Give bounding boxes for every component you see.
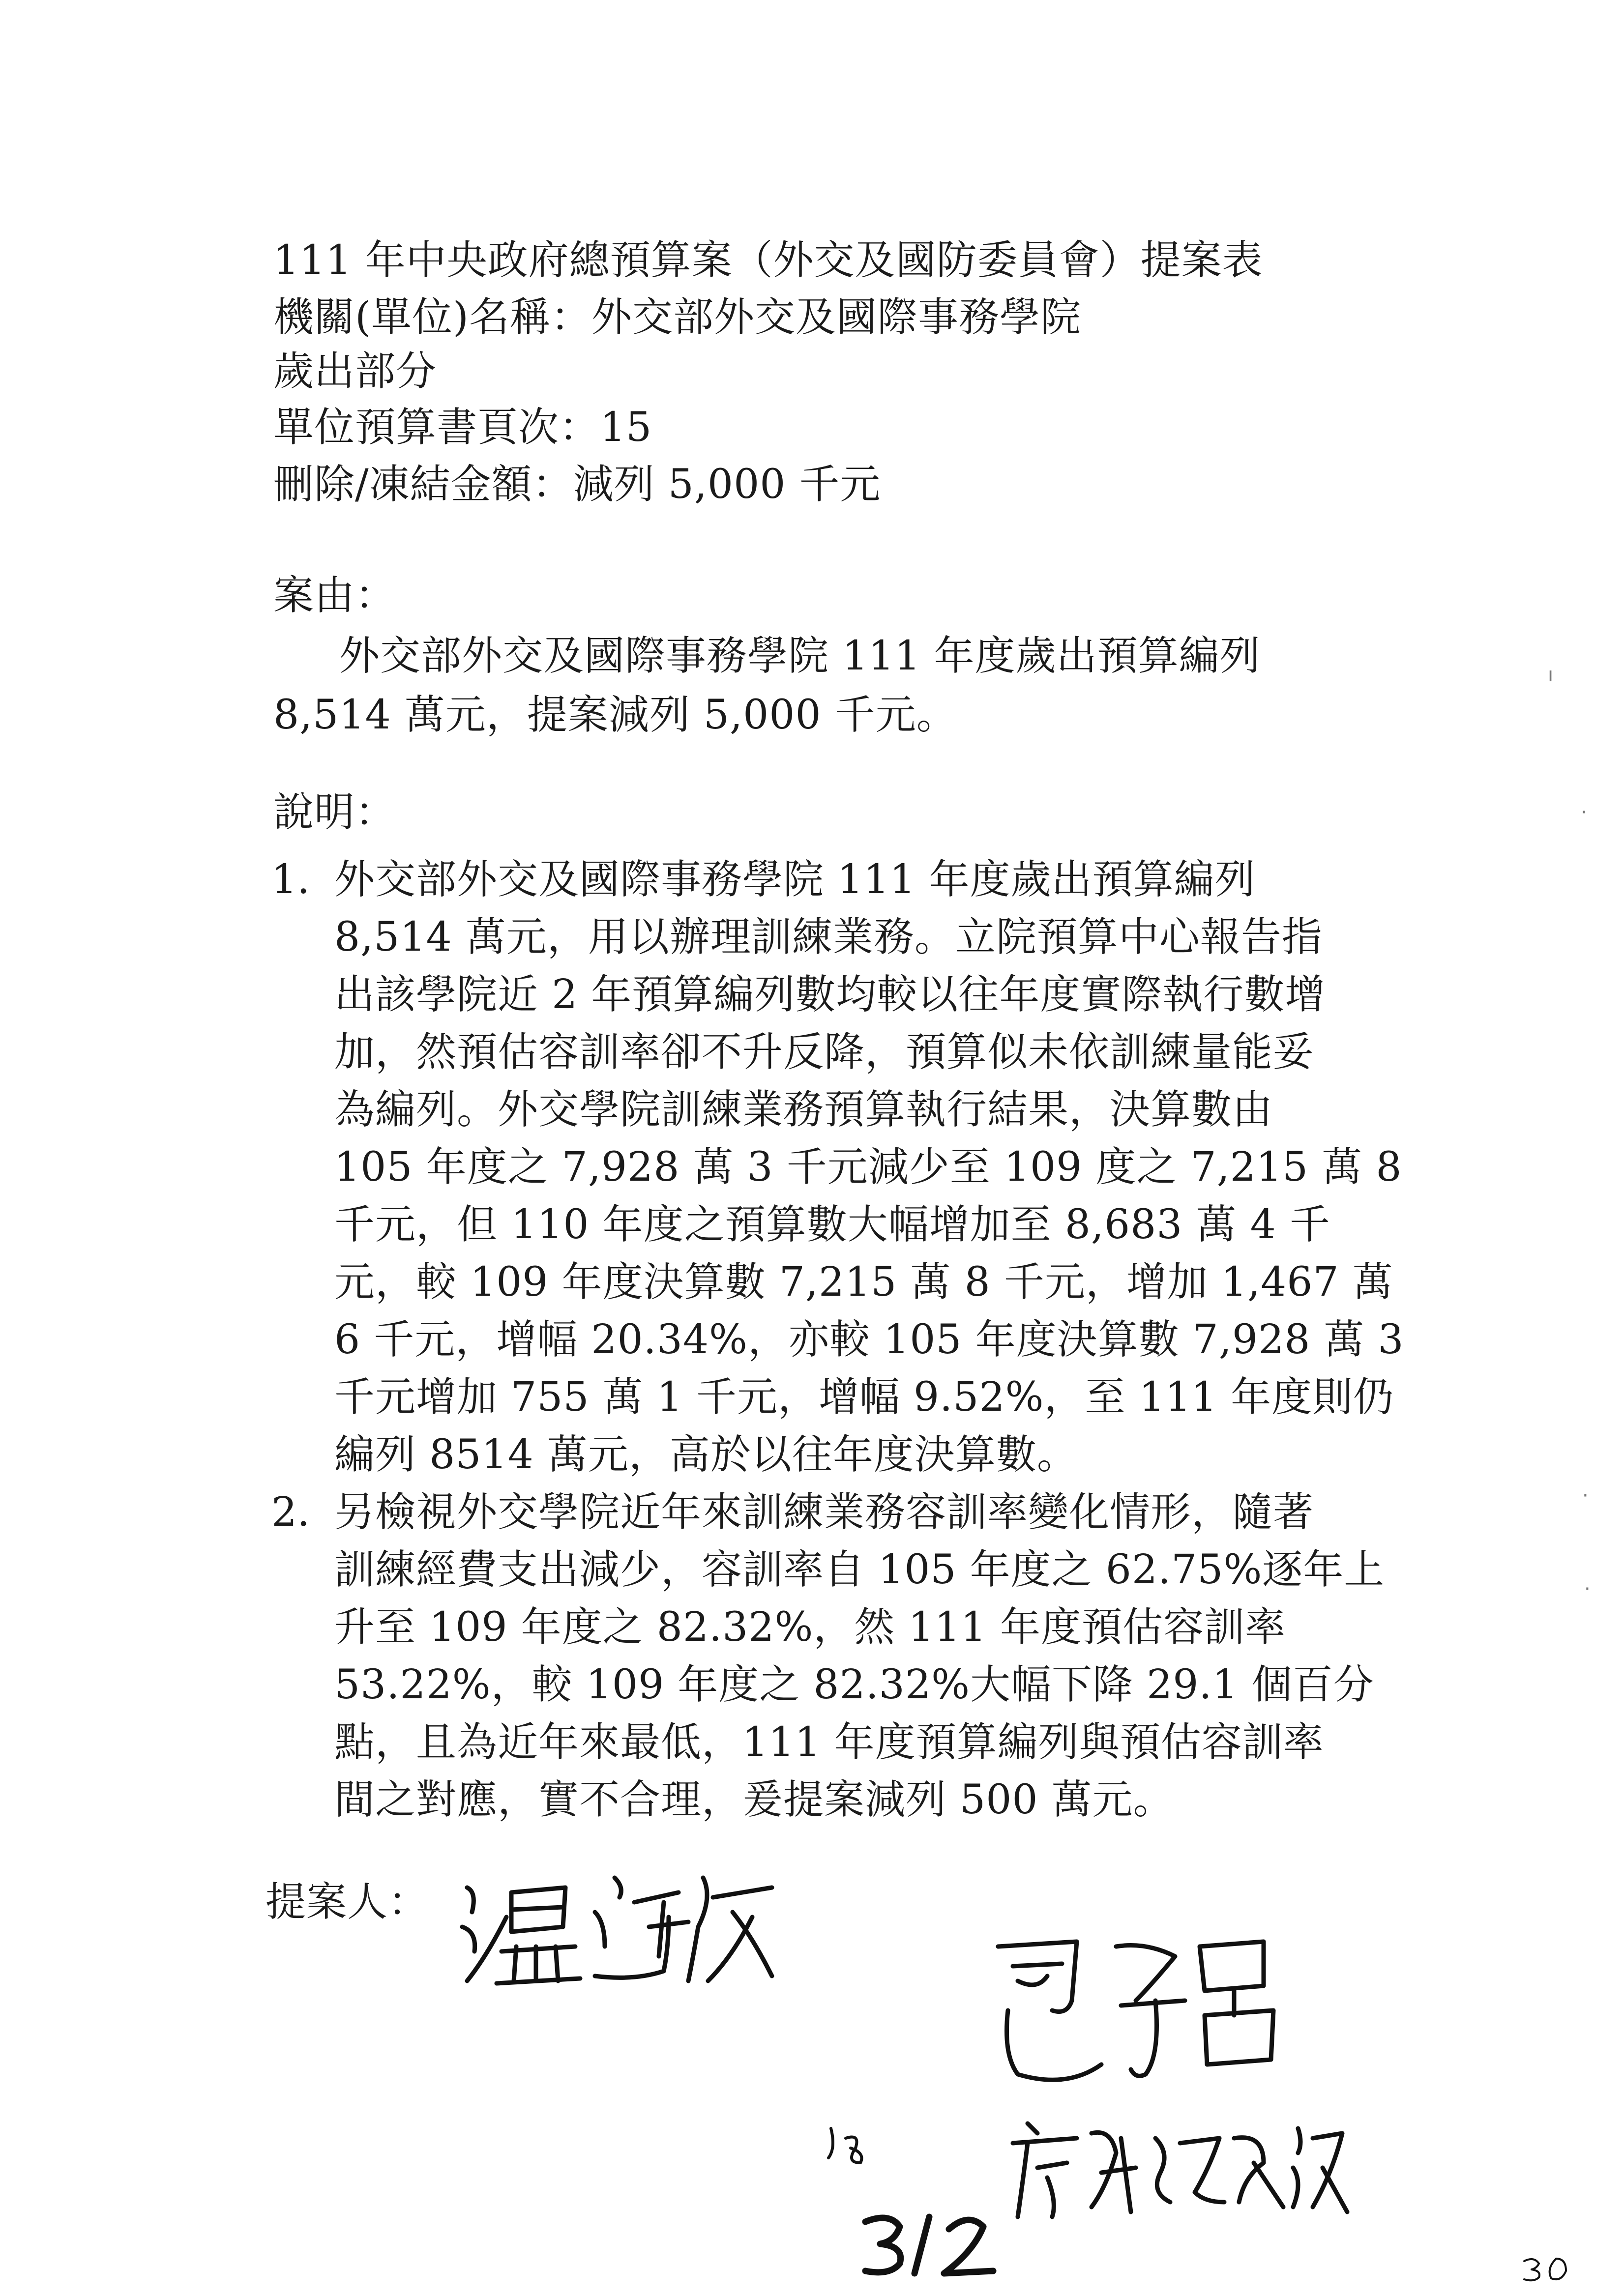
list-item-line: 加，然預估容訓率卻不升反降，預算似未依訓練量能妥 bbox=[334, 1029, 1314, 1075]
list-item-line: 另檢視外交學院近年來訓練業務容訓率變化情形，隨著 bbox=[334, 1489, 1314, 1536]
budget-page-ref: 單位預算書頁次：15 bbox=[273, 404, 652, 451]
list-item-line: 編列 8514 萬元，高於以往年度決算數。 bbox=[334, 1431, 1078, 1478]
list-item-number: 1. bbox=[271, 856, 310, 903]
list-item-line: 升至 109 年度之 82.32%，然 111 年度預估容訓率 bbox=[334, 1604, 1286, 1651]
list-item-line: 外交部外交及國際事務學院 111 年度歲出預算編列 bbox=[334, 856, 1256, 903]
list-item-line: 千元增加 755 萬 1 千元，增幅 9.52%，至 111 年度則仍 bbox=[334, 1374, 1394, 1421]
scan-speck: ı bbox=[1548, 664, 1554, 686]
document-title: 111 年中央政府總預算案（外交及國防委員會）提案表 bbox=[273, 237, 1263, 284]
list-item-line: 點，且為近年來最低，111 年度預算編列與預估容訓率 bbox=[334, 1719, 1324, 1766]
agency-name: 機關(單位)名稱：外交部外交及國際事務學院 bbox=[273, 294, 1081, 341]
reason-line: 外交部外交及國際事務學院 111 年度歲出預算編列 bbox=[339, 633, 1261, 679]
scan-speck: · bbox=[1582, 1484, 1589, 1507]
handwritten-mark bbox=[821, 2119, 870, 2168]
deduction-amount: 刪除/凍結金額：減列 5,000 千元 bbox=[273, 461, 881, 508]
handwritten-page-number bbox=[856, 2207, 1003, 2281]
list-item-line: 出該學院近 2 年預算編列數均較以往年度實際執行數增 bbox=[334, 971, 1326, 1018]
list-item-line: 6 千元，增幅 20.34%，亦較 105 年度決算數 7,928 萬 3 bbox=[334, 1316, 1404, 1363]
section-label: 歲出部分 bbox=[273, 348, 437, 395]
list-item-line: 為編列。外交學院訓練業務預算執行結果，決算數由 bbox=[334, 1086, 1273, 1133]
signature-1 bbox=[457, 1858, 792, 1996]
signature-2 bbox=[988, 1927, 1303, 2114]
proposer-label: 提案人： bbox=[266, 1879, 429, 1925]
scan-speck: · bbox=[1581, 801, 1587, 824]
list-item-line: 53.22%，較 109 年度之 82.32%大幅下降 29.1 個百分 bbox=[334, 1661, 1374, 1708]
corner-page-number bbox=[1519, 2254, 1578, 2283]
list-item-line: 元，較 109 年度決算數 7,215 萬 8 千元，增加 1,467 萬 bbox=[334, 1259, 1393, 1306]
reason-label: 案由： bbox=[273, 572, 396, 619]
scan-speck: · bbox=[1584, 1578, 1591, 1600]
explanation-label: 說明： bbox=[273, 789, 396, 836]
list-item-number: 2. bbox=[271, 1489, 310, 1536]
reason-line: 8,514 萬元，提案減列 5,000 千元。 bbox=[273, 692, 957, 738]
list-item-line: 8,514 萬元，用以辦理訓練業務。立院預算中心報告指 bbox=[334, 914, 1323, 960]
list-item-line: 千元，但 110 年度之預算數大幅增加至 8,683 萬 4 千 bbox=[334, 1201, 1330, 1248]
list-item-line: 105 年度之 7,928 萬 3 千元減少至 109 度之 7,215 萬 8 bbox=[334, 1144, 1402, 1191]
list-item-line: 間之對應，實不合理，爰提案減列 500 萬元。 bbox=[334, 1776, 1174, 1823]
signature-3 bbox=[1008, 2109, 1352, 2227]
list-item-line: 訓練經費支出減少，容訓率自 105 年度之 62.75%逐年上 bbox=[334, 1546, 1385, 1593]
